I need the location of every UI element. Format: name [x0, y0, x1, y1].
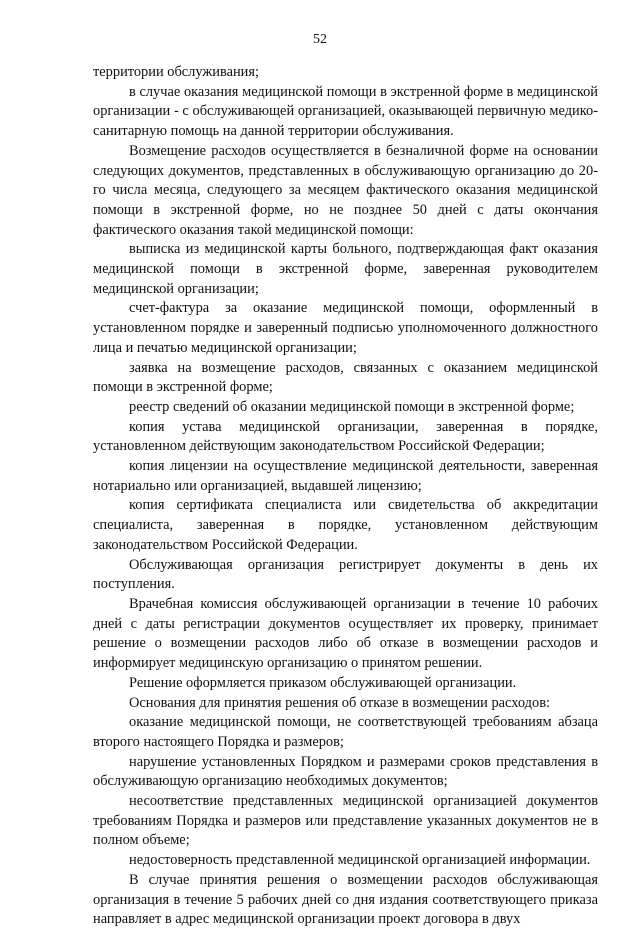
paragraph: несоответствие представленных медицинской организацией документов требованиям Порядка и размеров или представление указанных документов не в полном объеме;: [93, 793, 598, 849]
paragraph: реестр сведений об оказании медицинской помощи в экстренной форме;: [129, 398, 575, 415]
paragraph: оказание медицинской помощи, не соответствующей требованиям абзаца второго настоящего Порядка и размеров;: [93, 714, 598, 750]
paragraph: нарушение установленных Порядком и размерами сроков представления в обслуживающую организацию необходимых документов;: [93, 753, 598, 790]
paragraph: в случае оказания медицинской помощи в экстренной форме в медицинской организации - с обслуживающей организацией, оказывающей первичную медико-санитарную помощь на данной территории обслуживания.: [93, 83, 598, 140]
paragraph: В случае принятия решения о возмещении расходов обслуживающая организация в течение 5 рабочих дней со дня издания соответствующего приказа направляет в адрес медицинской организации проект договора в двух: [93, 871, 598, 928]
paragraph: выписка из медицинской карты больного, подтверждающая факт оказания медицинской помощи в экстренной форме, заверенная руководителем медицинской организации;: [93, 241, 598, 297]
paragraph: Обслуживающая организация регистрирует документы в день их поступления.: [93, 556, 598, 593]
paragraph: Решение оформляется приказом обслуживающей организации.: [129, 674, 517, 691]
paragraph: счет-фактура за оказание медицинской помощи, оформленный в установленном порядке и заверенный подписью уполномоченного должностного лица и печатью медицинской организации;: [93, 300, 598, 356]
paragraph: Врачебная комиссия обслуживающей организации в течение 10 рабочих дней с даты регистрации документов осуществляет их проверку, принимает решение о возмещении расходов либо об отказе в возмещении расходов и информирует медицинскую организацию о принятом решении.: [93, 595, 598, 672]
paragraph: недостоверность представленной медицинской организацией информации.: [129, 852, 591, 869]
paragraph: копия устава медицинской организации, заверенная в порядке, установленном действующим законодательством Российской Федерации;: [93, 418, 598, 455]
page-number: 52: [313, 32, 327, 47]
paragraph: копия лицензии на осуществление медицинской деятельности, заверенная нотариально или организацией, выдавшей лицензию;: [93, 458, 598, 494]
paragraph: территории обслуживания;: [93, 64, 260, 80]
paragraph: заявка на возмещение расходов, связанных с оказанием медицинской помощи в экстренной форме;: [93, 359, 598, 396]
document-body: [93, 63, 598, 930]
paragraph: Возмещение расходов осуществляется в безналичной форме на основании следующих документов, представленных в обслуживающую организацию до 20-го числа месяца, следующего за месяцем фактического оказания медицинской помощи в экстренной форме, но не позднее 50 дней с даты окончания фактического оказания такой медицинской помощи:: [93, 142, 598, 238]
paragraph: Основания для принятия решения об отказе в возмещении расходов:: [129, 694, 550, 711]
paragraph: копия сертификата специалиста или свидетельства об аккредитации специалиста, заверенная в порядке, установленном действующим законодательством Российской Федерации.: [93, 497, 598, 553]
